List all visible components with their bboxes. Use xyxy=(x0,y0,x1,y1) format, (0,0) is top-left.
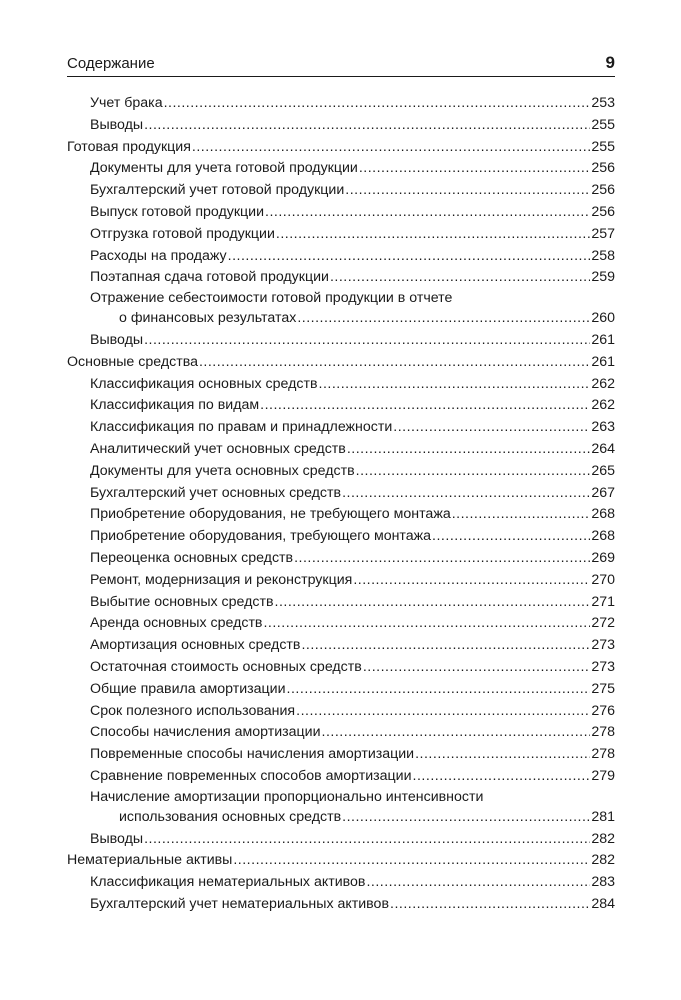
dot-leader xyxy=(296,701,590,723)
toc-entry[interactable] xyxy=(67,461,615,483)
toc-entry[interactable] xyxy=(67,395,615,417)
toc-entry-page: 268 xyxy=(591,528,615,545)
toc-entry-text: Бухгалтерский учет нематериальных активов xyxy=(90,895,389,912)
dot-leader xyxy=(276,224,590,246)
toc-entry-page: 281 xyxy=(591,808,615,825)
toc-entry[interactable] xyxy=(67,330,615,352)
dot-leader xyxy=(432,526,590,548)
toc-entry-page: 278 xyxy=(591,724,615,741)
toc-entry-text: Классификация нематериальных активов xyxy=(90,874,366,891)
toc-entry-page: 265 xyxy=(591,462,615,479)
toc-entry[interactable] xyxy=(67,722,615,744)
toc-entry-text: Срок полезного использования xyxy=(90,702,296,719)
dot-leader xyxy=(144,330,590,352)
toc-entry-page: 275 xyxy=(591,680,615,697)
toc-entry-text: Отражение себестоимости готовой продукции в отчете xyxy=(90,290,453,307)
toc-entry[interactable] xyxy=(67,548,615,570)
toc-entry[interactable] xyxy=(67,246,615,268)
toc-entry-text: Бухгалтерский учет основных средств xyxy=(90,484,342,501)
toc-entry-text: Выводы xyxy=(90,116,144,133)
toc-entry-text: Готовая продукция xyxy=(67,138,191,155)
toc-entry-text: Поэтапная сдача готовой продукции xyxy=(90,269,329,286)
dot-leader xyxy=(301,635,590,657)
dot-leader xyxy=(233,850,590,872)
dot-leader xyxy=(390,894,590,916)
toc-entry-page: 269 xyxy=(591,549,615,566)
toc-entry-text: Бухгалтерский учет готовой продукции xyxy=(90,182,345,199)
toc-entry-page: 273 xyxy=(591,658,615,675)
toc-entry-page: 253 xyxy=(591,95,615,111)
toc-entry-page: 276 xyxy=(591,702,615,719)
toc-entry-text: Учет брака xyxy=(90,95,163,111)
toc-entry-text: Переоценка основных средств xyxy=(90,549,294,566)
dot-leader xyxy=(353,570,590,592)
toc-entry[interactable] xyxy=(67,224,615,246)
dot-leader xyxy=(275,592,591,614)
toc-entry[interactable] xyxy=(67,635,615,657)
toc-entry[interactable] xyxy=(67,439,615,461)
dot-leader xyxy=(342,807,590,829)
toc-entry-text: Выпуск готовой продукции xyxy=(90,203,265,220)
toc-entry-page: 271 xyxy=(591,593,615,610)
toc-entry-text: Начисление амортизации пропорционально интенсивности xyxy=(90,788,484,805)
dot-leader xyxy=(260,395,590,417)
dot-leader xyxy=(294,548,590,570)
dot-leader xyxy=(322,722,591,744)
toc-entry-text: Выводы xyxy=(90,331,144,348)
toc-entry[interactable] xyxy=(67,872,615,894)
toc-entry[interactable] xyxy=(67,93,615,115)
dot-leader xyxy=(356,461,591,483)
toc-entry[interactable] xyxy=(67,701,615,723)
toc-entry-text: Классификация по видам xyxy=(90,397,260,414)
toc-entry[interactable] xyxy=(67,115,615,137)
toc-entry-text: Амортизация основных средств xyxy=(90,637,301,654)
toc-entry-text: Способы начисления амортизации xyxy=(90,724,321,741)
toc-entry-line xyxy=(67,788,615,807)
toc-entry[interactable] xyxy=(67,374,615,396)
toc-entry-text: Классификация по правам и принадлежности xyxy=(90,419,393,436)
toc-entry[interactable] xyxy=(67,657,615,679)
toc-entry-page: 258 xyxy=(591,247,615,264)
dot-leader xyxy=(413,766,591,788)
toc-entry[interactable] xyxy=(67,679,615,701)
toc-entry-text: Документы для учета основных средств xyxy=(90,462,355,479)
toc-entry-text: Сравнение повременных способов амортизации xyxy=(90,767,412,784)
toc-entry-page: 282 xyxy=(591,830,615,847)
dot-leader xyxy=(347,439,591,461)
dot-leader xyxy=(452,504,591,526)
toc-entry-page: 279 xyxy=(591,767,615,784)
toc-chapter-entry[interactable] xyxy=(67,137,615,159)
dot-leader xyxy=(144,829,590,851)
toc-entry-text: Отгрузка готовой продукции xyxy=(90,225,275,242)
running-header xyxy=(67,52,615,77)
toc-entry[interactable] xyxy=(67,592,615,614)
toc-entry-page: 272 xyxy=(591,615,615,632)
toc-entry-text: использования основных средств xyxy=(119,808,342,825)
toc-entry-text: Остаточная стоимость основных средств xyxy=(90,658,362,675)
dot-leader xyxy=(199,352,590,374)
toc-entry[interactable] xyxy=(67,483,615,505)
dot-leader xyxy=(366,872,590,894)
toc-entry-page: 262 xyxy=(591,375,615,392)
toc-entry-page: 267 xyxy=(591,484,615,501)
dot-leader xyxy=(342,483,590,505)
toc-entry[interactable] xyxy=(67,504,615,526)
section-title: Содержание xyxy=(67,55,155,72)
dot-leader xyxy=(297,308,590,330)
toc-entry-page: 284 xyxy=(591,895,615,912)
toc-entry[interactable] xyxy=(67,807,615,829)
dot-leader xyxy=(415,744,590,766)
dot-leader xyxy=(228,246,591,268)
toc-entry-page: 262 xyxy=(591,397,615,414)
toc-entry-page: 255 xyxy=(591,138,615,155)
toc-entry-page: 264 xyxy=(591,440,615,457)
toc-entry[interactable] xyxy=(67,766,615,788)
toc-entry-text: Повременные способы начисления амортизации xyxy=(90,746,415,763)
toc-entry[interactable] xyxy=(67,894,615,916)
dot-leader xyxy=(287,679,591,701)
toc-entry-page: 257 xyxy=(591,225,615,242)
toc-entry-page: 261 xyxy=(591,353,615,370)
toc-entry-page: 256 xyxy=(591,203,615,220)
toc-entry-page: 255 xyxy=(591,116,615,133)
dot-leader xyxy=(144,115,590,137)
dot-leader xyxy=(164,93,591,115)
dot-leader xyxy=(263,613,590,635)
toc-entry-text: Приобретение оборудования, не требующего монтажа xyxy=(90,506,451,523)
dot-leader xyxy=(359,158,590,180)
toc-entry-line xyxy=(67,289,615,308)
toc-entry[interactable] xyxy=(67,570,615,592)
toc-entry[interactable] xyxy=(67,613,615,635)
toc-entry-text: Выводы xyxy=(90,830,144,847)
toc-entry[interactable] xyxy=(67,829,615,851)
dot-leader xyxy=(265,202,590,224)
toc-entry[interactable] xyxy=(67,180,615,202)
toc-entry[interactable] xyxy=(67,526,615,548)
toc-entry-text: Расходы на продажу xyxy=(90,247,227,264)
dot-leader xyxy=(330,267,590,289)
toc-entry-text: Аналитический учет основных средств xyxy=(90,440,346,457)
toc-entry-page: 263 xyxy=(591,419,615,436)
toc-entry-page: 282 xyxy=(591,852,615,869)
toc-entry-text: Классификация основных средств xyxy=(90,375,318,392)
toc-entry[interactable] xyxy=(67,202,615,224)
dot-leader xyxy=(393,417,590,439)
page-number: 9 xyxy=(605,53,615,72)
toc-entry-text: о финансовых результатах xyxy=(119,310,297,327)
toc-entry[interactable] xyxy=(67,417,615,439)
toc-entry-page: 270 xyxy=(591,571,615,588)
table-of-contents xyxy=(67,93,615,916)
dot-leader xyxy=(363,657,591,679)
toc-entry-page: 261 xyxy=(591,331,615,348)
toc-entry-text: Общие правила амортизации xyxy=(90,680,286,697)
toc-entry-page: 278 xyxy=(591,746,615,763)
toc-entry-text: Аренда основных средств xyxy=(90,615,263,632)
toc-entry[interactable] xyxy=(67,308,615,330)
toc-entry-page: 283 xyxy=(591,874,615,891)
toc-entry-text: Основные средства xyxy=(67,353,198,370)
dot-leader xyxy=(345,180,590,202)
toc-chapter-entry[interactable] xyxy=(67,352,615,374)
toc-entry-text: Ремонт, модернизация и реконструкция xyxy=(90,571,353,588)
toc-entry-page: 259 xyxy=(591,269,615,286)
toc-entry-text: Документы для учета готовой продукции xyxy=(90,160,358,177)
toc-entry-page: 256 xyxy=(591,182,615,199)
dot-leader xyxy=(319,374,591,396)
toc-entry-page: 256 xyxy=(591,160,615,177)
toc-entry-page: 268 xyxy=(591,506,615,523)
toc-entry-page: 260 xyxy=(591,310,615,327)
toc-entry-text: Приобретение оборудования, требующего монтажа xyxy=(90,528,432,545)
toc-entry-text: Нематериальные активы xyxy=(67,852,233,869)
toc-chapter-entry[interactable] xyxy=(67,850,615,872)
toc-entry[interactable] xyxy=(67,744,615,766)
toc-entry[interactable] xyxy=(67,158,615,180)
toc-entry-text: Выбытие основных средств xyxy=(90,593,274,610)
toc-entry[interactable] xyxy=(67,267,615,289)
toc-entry-page: 273 xyxy=(591,637,615,654)
dot-leader xyxy=(192,137,590,159)
